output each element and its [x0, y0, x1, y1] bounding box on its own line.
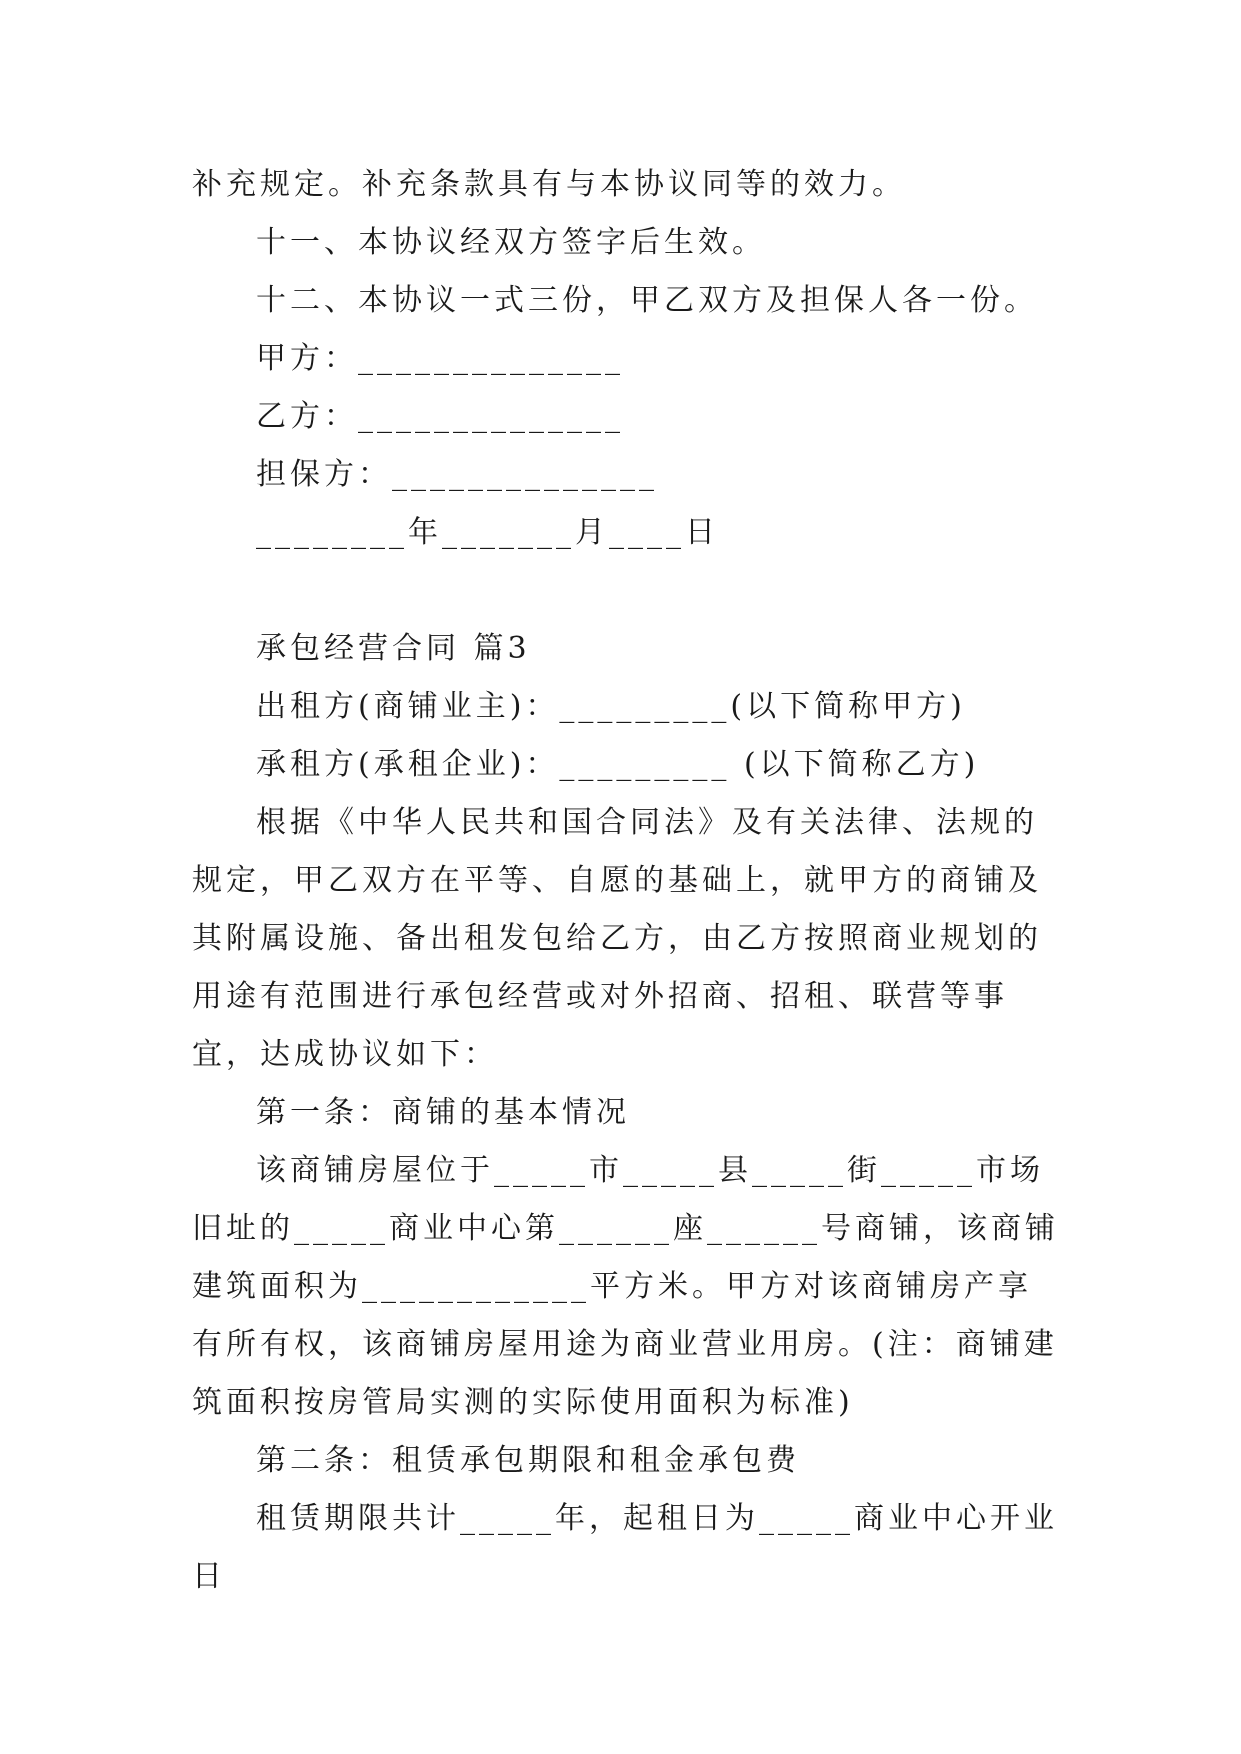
- lessee-line: 承租方(承租企业)：_________ (以下简称乙方): [256, 747, 980, 782]
- section-title: 承包经营合同 篇3: [256, 631, 531, 666]
- signature-date: ________年_______月____日: [256, 515, 719, 550]
- article-two-heading: 第二条：租赁承包期限和租金承包费: [256, 1443, 800, 1478]
- paragraph-preamble: 根据《中华人民共和国合同法》及有关法律、法规的规定，甲乙双方在平等、自愿的基础上，就甲方的商铺及其附属设施、备出租发包给乙方，由乙方按照商业规划的用途有范围进行承包经营或对外招商、招租、联营等事宜，达成协议如下：: [192, 805, 1042, 1072]
- clause-twelve: 十二、本协议一式三份，甲乙双方及担保人各一份。: [256, 283, 1038, 318]
- document-page: [192, 156, 1062, 1606]
- article-one-heading: 第一条：商铺的基本情况: [256, 1095, 630, 1130]
- clause-eleven: 十一、本协议经双方签字后生效。: [256, 225, 766, 260]
- paragraph-shop-info: 该商铺房屋位于_____市_____县_____街_____市场旧址的_____商业中心第______座______号商铺，该商铺建筑面积为____________平方米。甲方对该商铺房产享有所有权，该商铺房屋用途为商业营业用房。(注：商铺建筑面积按房管局实测的实际使用面积为标准): [192, 1153, 1059, 1420]
- section-gap: [192, 562, 1062, 620]
- paragraph-supplement: 补充规定。补充条款具有与本协议同等的效力。: [192, 167, 906, 202]
- signature-party-a: 甲方：______________: [256, 341, 624, 376]
- lessor-line: 出租方(商铺业主)：_________(以下简称甲方): [256, 689, 966, 724]
- paragraph-lease-term: 租赁期限共计_____年，起租日为_____商业中心开业日: [192, 1501, 1058, 1594]
- signature-guarantor: 担保方：______________: [256, 457, 658, 492]
- signature-party-b: 乙方：______________: [256, 399, 624, 434]
